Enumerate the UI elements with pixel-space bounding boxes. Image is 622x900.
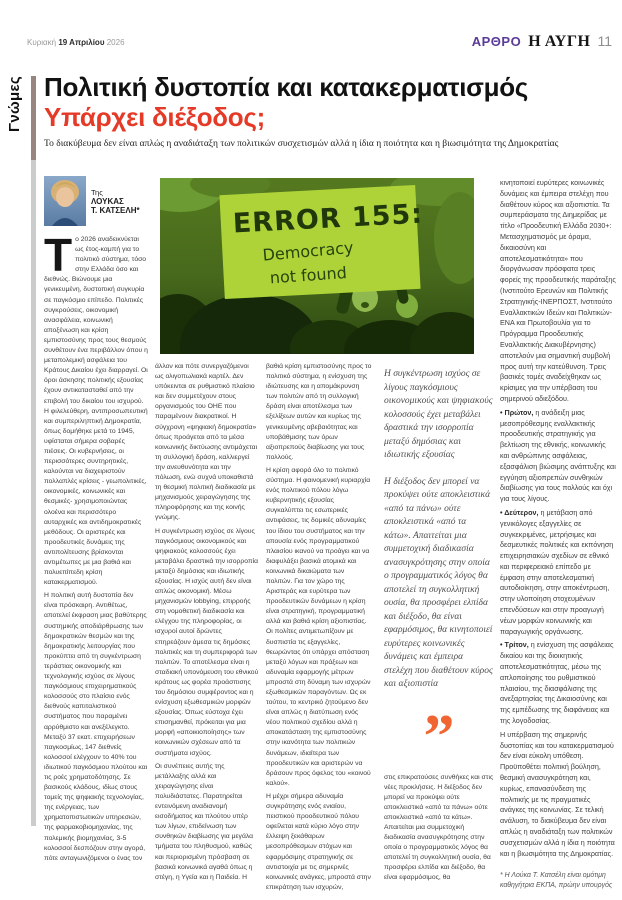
pull-quote-1: Η συγκέντρωση ισχύος σε λίγους παγκόσμιους οικονομικούς και ψηφιακούς κολοσσούς έχει μεταβάλει δραστικά την ισορροπία μεταξύ δημόσιας και ιδιωτικής εξουσίας bbox=[384, 369, 493, 460]
newspaper-title: Η ΑΥΓΗ bbox=[528, 33, 591, 50]
bullet-text-3: η ενίσχυση της ασφάλειας δικαίου και της διοικητικής αποτελεσματικότητας, μέσω της απλοποίησης του ρυθμιστικού πλαισίου, της διασφάλισης της ανεξαρτησίας της Δικαιοσύνης και της εμπέδωσης της διαφάνειας και της λογοδοσίας. bbox=[500, 640, 614, 726]
date-main: 19 Απριλίου bbox=[58, 38, 105, 47]
bullet-paragraph bbox=[500, 508, 616, 638]
dateline bbox=[27, 38, 125, 47]
section-label: ΑΡΘΡΟ bbox=[471, 34, 522, 49]
article-photo bbox=[160, 178, 474, 354]
column-2 bbox=[155, 362, 259, 897]
col1-p1-text: ο 2026 αναδεικνύεται ως έτος-καμπή για το πολιτικό σύστημα, τόσο στην Ελλάδα όσο και διεθνώς. Βιώνουμε μια γενικευμένη, δυστοπική συγκυρία σε παγκόσμιο επίπεδο. Πολιτικές συγκρούσεις, οικονομική ανασφάλεια, κοινωνική αποξένωση και κρίση εμπιστοσύνης προς τους θεσμούς συνθέτουν ένα περιβάλλον όπου η μεταπολεμική ασφάλεια του Κράτους Δικαίου έχει διαρραγεί. Οι όροι άσκησης πολιτικής εξουσίας έχουν αντικατασταθεί από την επιβολή του δικαίου του ισχυρού. Η φιλελεύθερη, αντιπροσωπευτική και συμπεριληπτική Δημοκρατία, όπως δομήθηκε μετά το 1945, υφίσταται σήμερα σοβαρές πιέσεις. Οι κυβερνήσεις, οι περισσότερες συντηρητικές, καλούνται να διαχειριστούν πολλαπλές κρίσεις - γεωπολιτικές, οικονομικές, κοινωνικές και θεσμικές- χρησιμοποιώντας ολοένα και περισσότερο αυταρχικές και αντιδημοκρατικές μεθόδους. Οι αριστερές και προοδευτικές δυνάμεις της αντιπολίτευσης βρίσκονται αντιμέτωπες με μια βαθιά και πολυεπίπεδη κρίση κατακερματισμού. bbox=[44, 236, 148, 587]
sign-text-line3: not found bbox=[269, 263, 348, 288]
body-paragraph bbox=[44, 229, 148, 588]
date-year: 2026 bbox=[106, 38, 125, 47]
body-paragraph: Οι συνέπειες αυτής της μετάλλαξης αλλά και χειραγώγησης είναι πολυδιάστατες. Παρατηρείται εντεινόμενη αναδιανομή εισοδήματος και πλούτου υπέρ των λίγων, επιδείνωση των συνθηκών διαβίωσης για μεγάλα τμήματα του πληθυσμού, καθώς και περιορισμένη πρόσβαση σε βασικά κοινωνικά αγαθά όπως η στέγη, η Υγεία και η Παιδεία. Η bbox=[155, 762, 254, 881]
bullet-text-1: η ανάδειξη μιας μεσοπρόθεσμης εναλλακτικής προοδευτικής στρατηγικής για βελτίωση της εθνικής, κοινωνικής και ανθρώπινης ασφάλειας, εξασφάλιση βιώσιμης ανάπτυξης και εγγύηση αξιοπρεπών συνθηκών διαβίωσης για τους πολλούς και όχι για τους λίγους. bbox=[500, 407, 616, 504]
rail-divider-accent bbox=[31, 76, 36, 160]
masthead bbox=[472, 33, 612, 51]
column-1 bbox=[44, 176, 148, 890]
bullet-label-1: • Πρώτον, bbox=[500, 407, 534, 417]
body-paragraph: κινητοποιεί ευρύτερες κοινωνικές δυνάμεις και έμπειρα στελέχη που διαθέτουν κύρος και αξιοπιστία. Τα συμπεράσματα της Διημερίδας με τίτλο «Προοδευτική Ελλάδα 2030+: Μετασχηματισμός με όραμα, δικαιοσύνη και αποτελεσματικότητα» που διοργάνωσαν πρόσφατα τρεις φορείς της προοδευτικής παράταξης (Ινστιτούτο Ερευνών και Πολιτικής Στρατηγικής-ΙΝΕΡΠΟΣΤ, Ινστιτούτο Εναλλακτικών Ιδεών και Πολιτικών-ΕΝΑ και Πρωτοβουλία για το Πρόγραμμα Προοδευτικής Εναλλακτικής Διακυβέρνησης) αποτελούν μια σημαντική συμβολή προς αυτή την κατεύθυνση. Τρεις βασικές τομές αναδείχθηκαν ως κρίσιμες για την υπέρβαση του σημερινού αδιεξόδου. bbox=[500, 178, 616, 403]
author-block bbox=[44, 176, 148, 226]
sign-text-line2: Democracy bbox=[261, 237, 355, 265]
quote-mark-icon: ” bbox=[423, 702, 455, 771]
pull-quote-2: Η διέξοδος δεν μπορεί να προκύψει ούτε αποκλειστικά «από τα πάνω» ούτε αποκλειστικά «από τα κάτω». Απαιτείται μια συμμετοχική διαδικασία ανασυγκρότησης στην οποία ο προγραμματικός λόγος θα αποτελεί τη συγκολλητική ουσία, θα προσφέρει ελπίδα και διέξοδο, θα είναι εφαρμόσιμος, θα κινητοποιεί ευρύτερες κοινωνικές δυνάμεις και έμπειρα στελέχη που διαθέτουν κύρος και αξιοπιστία bbox=[384, 476, 493, 689]
sign-text-line1: ERROR 155: bbox=[232, 198, 424, 240]
column-3 bbox=[266, 362, 372, 897]
byline bbox=[91, 176, 140, 226]
bullet-paragraph bbox=[500, 408, 616, 505]
column-4 bbox=[384, 362, 494, 897]
byline-name-line2: Τ. ΚΑΤΣΕΛΗ* bbox=[91, 206, 140, 215]
protest-photo-illustration bbox=[160, 178, 474, 354]
byline-name-line1: ΛΟΥΚΑΣ bbox=[91, 197, 124, 206]
body-paragraph: Η μέχρι σήμερα αδυναμία συγκρότησης ενός ενιαίου, πειστικού προοδευτικού πόλου οφείλεται κατά κύριο λόγο στην έλλειψη ξεκάθαρων μεσοπρόθεσμων στόχων και εφαρμόσιμης στρατηγικής σε αντιστοιχία με τις σημερινές κοινωνικές ανάγκες, μπροστά στην επικράτηση των ισχυρών, bbox=[266, 792, 371, 891]
column-5 bbox=[500, 178, 616, 894]
body-paragraph: Η κρίση αφορά όλο το πολιτικό σύστημα. Η φαινομενική κυριαρχία ενός πολιτικού πόλου λόγω κυβερνητικής εξουσίας συγκαλύπτει τις εσωτερικές αντιφάσεις, τις δομικές αδυναμίες του ίδιου του συστήματος και την απουσία ενός προγραμματικού πλαισίου ικανού να προάγει και να διαφυλάξει βασικά ατομικά και κοινωνικά δικαιώματα των πολιτών. Για τον χώρο της Αριστεράς και ευρύτερα των προοδευτικών δυνάμεων η κρίση είναι στρατηγική, προγραμματική αλλά και βαθιά κρίση αξιοπιστίας. Οι πολίτες αντιμετωπίζουν με δυσπιστία τις εξαγγελίες, θεωρώντας ότι υπάρχει απόσταση μεταξύ λόγων και πράξεων και αδυναμία εφαρμογής μέτρων μπροστά στη δύναμη των ισχυρών εξωθεσμικών παραγόντων. Ως εκ τούτου, το κεντρικό ζητούμενο δεν είναι απλώς η διατύπωση ενός νέου πολιτικού σχεδίου αλλά η αποκατάσταση της εμπιστοσύνης στην ικανότητα των πολιτικών δυνάμεων, ιδιαίτερα των προοδευτικών και αριστερών να δράσουν προς όφελος του «κοινού καλού». bbox=[266, 466, 371, 787]
body-paragraph: Η συγκέντρωση ισχύος σε λίγους παγκόσμιους οικονομικούς και ψηφιακούς κολοσσούς έχει μεταβάλει δραστικά την ισορροπία μεταξύ δημόσιας και ιδιωτικής εξουσίας. Η ισχύς αυτή δεν είναι απλώς οικονομική. Μέσω μηχανισμών lobbying, επιρροής στη νομοθετική διαδικασία και ελέγχου της πληροφορίας, οι ισχυροί αυτοί δρώντες επηρεάζουν άμεσα τις δημόσιες πολιτικές και τη συμπεριφορά των πολιτών. Το αποτέλεσμα είναι η σταδιακή υπονόμευση του εθνικού κράτους ως φορέα προάσπισης του δημόσιου συμφέροντος και η ενίσχυση εξωθεσμικών μορφών εξουσίας. Όπως εύστοχα έχει επισημανθεί, πρόκειται για μια μορφή «αποικιοποίησης» των κοινωνικών σχέσεων από τα συστήματα ισχύος. bbox=[155, 527, 259, 757]
headline bbox=[44, 72, 616, 132]
rubric-label: Γνώμες bbox=[6, 76, 23, 132]
deck: Το διακύβευμα δεν είναι απλώς η αναδιάταξη των πολιτικών συσχετισμών αλλά η ίδια η ποιότητα και η βιωσιμότητα της Δημοκρατίας bbox=[44, 139, 559, 149]
bullet-text-2: η μετάβαση από γενικόλογες εξαγγελίες σε συγκεκριμένες, μετρήσιμες και δεσμευτικές πολιτικές και εκπόνηση επιχειρησιακών σχεδίων σε εθνικό και περιφερειακό επίπεδο με έμφαση στην αποτελεσματική αυτοδιοίκηση, στην αποκέντρωση, στην υλοποίηση στοχευμένων επενδύσεων και στην προαγωγή νέων μορφών κοινωνικής και παραγωγικής οργάνωσης. bbox=[500, 507, 614, 636]
bullet-label-2: • Δεύτερον, bbox=[500, 507, 539, 517]
rail-divider bbox=[31, 76, 36, 826]
headline-line1: Πολιτική δυστοπία και κατακερματισμός bbox=[44, 72, 529, 102]
protest-sign bbox=[219, 185, 426, 299]
body-paragraph: άλλον και πότε συνεργαζόμενοι ως ολιγοπωλιακά καρτέλ. Δεν υπόκεινται σε ρυθμιστικό πλαίσιο και δεν συμμετέχουν στους οργανισμούς του ΟΗΕ που παραμένουν διακρατικοί. Η σύγχρονη «ψηφιακή δημοκρατία» όπως προάγεται από τα μέσα κοινωνικής δικτύωσης αντιμάχεται τη συλλογική δράση, καλλιεργεί την ανευθυνότητα και την πόλωση, ενώ συχνά υποκαθιστά τη θεσμική πολιτική διαδικασία με μηχανισμούς χειραγώγησης της πληροφόρησης και της κοινής γνώμης. bbox=[155, 363, 258, 522]
drop-cap: Τ bbox=[44, 229, 73, 281]
bullet-paragraph bbox=[500, 640, 616, 726]
date-day: Κυριακή bbox=[27, 38, 57, 47]
byline-prefix: Της bbox=[91, 188, 103, 197]
author-portrait bbox=[44, 176, 86, 226]
page-number: 11 bbox=[597, 33, 612, 49]
body-paragraph: βαθιά κρίση εμπιστοσύνης προς το πολιτικό σύστημα, η ενίσχυση της ιδιώτευσης και η απομάκρυνση των πολιτών από τη συλλογική δράση είναι αποτέλεσμα των εξελίξεων αυτών και κυρίως της γενικευμένης αβεβαιότητας και υποβάθμισης των όρων αξιοπρεπούς διαβίωσης για τους πολλούς. bbox=[266, 363, 372, 461]
headline-line2: Υπάρχει διέξοδος; bbox=[44, 102, 265, 132]
body-paragraph: Η υπέρβαση της σημερινής δυστοπίας και του κατακερματισμού δεν είναι εύκολη υπόθεση. Προϋποθέτει πολιτική βούληση, θεσμική ανασυγκρότηση και, κυρίως, επανασύνδεση της πολιτικής με τις πραγματικές ανάγκες της κοινωνίας. Σε τελική ανάλυση, το διακύβευμα δεν είναι απλώς η αναδιάταξη των πολιτικών συσχετισμών αλλά η ίδια η ποιότητα και η βιωσιμότητα της Δημοκρατίας. bbox=[500, 729, 615, 858]
bullet-label-3: • Τρίτον, bbox=[500, 640, 529, 650]
author-footnote: * Η Λούκα Τ. Κατσέλη είναι ομότιμη καθηγήτρια ΕΚΠΑ, πρώην υπουργός bbox=[500, 872, 613, 890]
body-paragraph: Η πολιτική αυτή δυστοπία δεν είναι πρόσκαιρη. Αντιθέτως, αποτελεί έκφραση μιας βαθύτερης συστημικής αποδιάρθρωσης των δημοκρατικών θεσμών και της δημοκρατικής λειτουργίας που προκύπτει από τη συγκέντρωση τεράστιας οικονομικής και τεχνολογικής ισχύος σε λίγους παγκόσμιους επιχειρηματικούς κολοσσούς στο πλαίσιο ενός διεθνούς καπιταλιστικού συστήματος που παραμένει αρρύθμιστο και ανεξέλεγκτο. Μεταξύ 37 εκατ. επιχειρήσεων παγκοσμίως, 147 διεθνείς κολοσσοί ελέγχουν το 40% του ιδιωτικού παγκόσμιου πλούτου και τις ροές χρηματοδότησης. Σε βασικούς κλάδους, ιδίως στους τομείς της ψηφιακής τεχνολογίας, της ενέργειας, των χρηματοπιστωτικών υπηρεσιών, της φαρμακοβιομηχανίας, της πολεμικής βιομηχανίας, 3-5 κολοσσοί δεσπόζουν στην αγορά, πότε ανταγωνιζόμενοι ο ένας τον bbox=[44, 592, 148, 862]
body-paragraph: στις επικρατούσες συνθήκες και στις νέες προκλήσεις. Η διέξοδος δεν μπορεί να προκύψει ούτε αποκλειστικά «από τα πάνω» ούτε αποκλειστικά «από τα κάτω». Απαιτείται μια συμμετοχική διαδικασία ανασυγκρότησης στην οποία ο προγραμματικός λόγος θα αποτελεί τη συγκολλητική ουσία, θα προσφέρει ελπίδα και διέξοδο, θα είναι εφαρμόσιμος, θα bbox=[384, 773, 494, 882]
